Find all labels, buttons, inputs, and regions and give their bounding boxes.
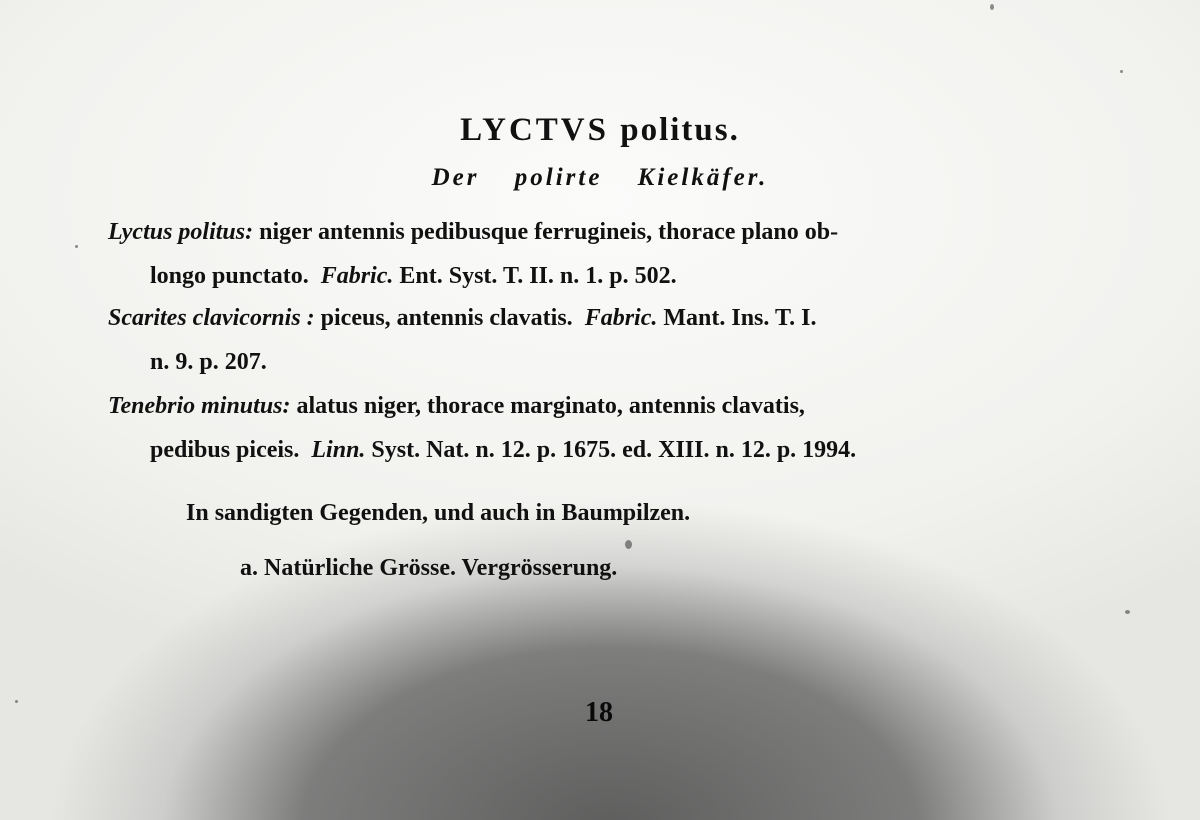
entry-continuation [108, 254, 1118, 298]
taxon-description: alatus niger, thorace marginato, antennis clavatis, [296, 393, 805, 419]
entry-continuation [108, 428, 1118, 472]
paper-speck [15, 700, 18, 703]
citation-cont: n. 9. p. 207. [150, 349, 267, 375]
title-species: politus. [620, 112, 740, 148]
synonym-entry [108, 210, 1118, 298]
author-reference: Fabric. [320, 263, 394, 289]
paper-speck [75, 245, 78, 248]
author-reference: Linn. [311, 437, 366, 463]
taxon-description-cont: longo punctato. [150, 263, 309, 289]
paper-speck [1120, 70, 1123, 73]
paper-speck [990, 4, 994, 10]
taxon-name: Tenebrio minutus: [108, 393, 291, 419]
citation: Ent. Syst. T. II. n. 1. p. 502. [399, 263, 677, 289]
taxon-description: piceus, antennis clavatis. [320, 305, 573, 331]
synonym-entry [108, 384, 1118, 472]
taxon-description: niger antennis pedibusque ferrugineis, thorace plano ob- [259, 219, 839, 245]
habitat-note: In sandigten Gegenden, und auch in Baumpilzen. [186, 500, 691, 526]
page-number: 18 [585, 697, 613, 728]
synonym-entry [108, 296, 1118, 384]
citation: Mant. Ins. T. I. [663, 305, 817, 331]
citation: Syst. Nat. n. 12. p. 1675. ed. XIII. n. 12. p. 1994. [371, 437, 857, 463]
taxon-name: Lyctus politus: [108, 219, 254, 245]
author-reference: Fabric. [584, 305, 658, 331]
figure-caption: a. Natürliche Grösse. Vergrösserung. [240, 555, 618, 581]
taxon-name: Scarites clavicornis : [108, 305, 315, 331]
entry-continuation [108, 340, 1118, 384]
title-genus: LYCTVS [460, 112, 609, 148]
page-title [0, 112, 1200, 149]
paper-speck [1125, 610, 1130, 614]
page-subtitle: Der polirte Kielkäfer. [431, 164, 769, 191]
taxon-description-cont: pedibus piceis. [150, 437, 300, 463]
paper-speck [625, 540, 632, 549]
